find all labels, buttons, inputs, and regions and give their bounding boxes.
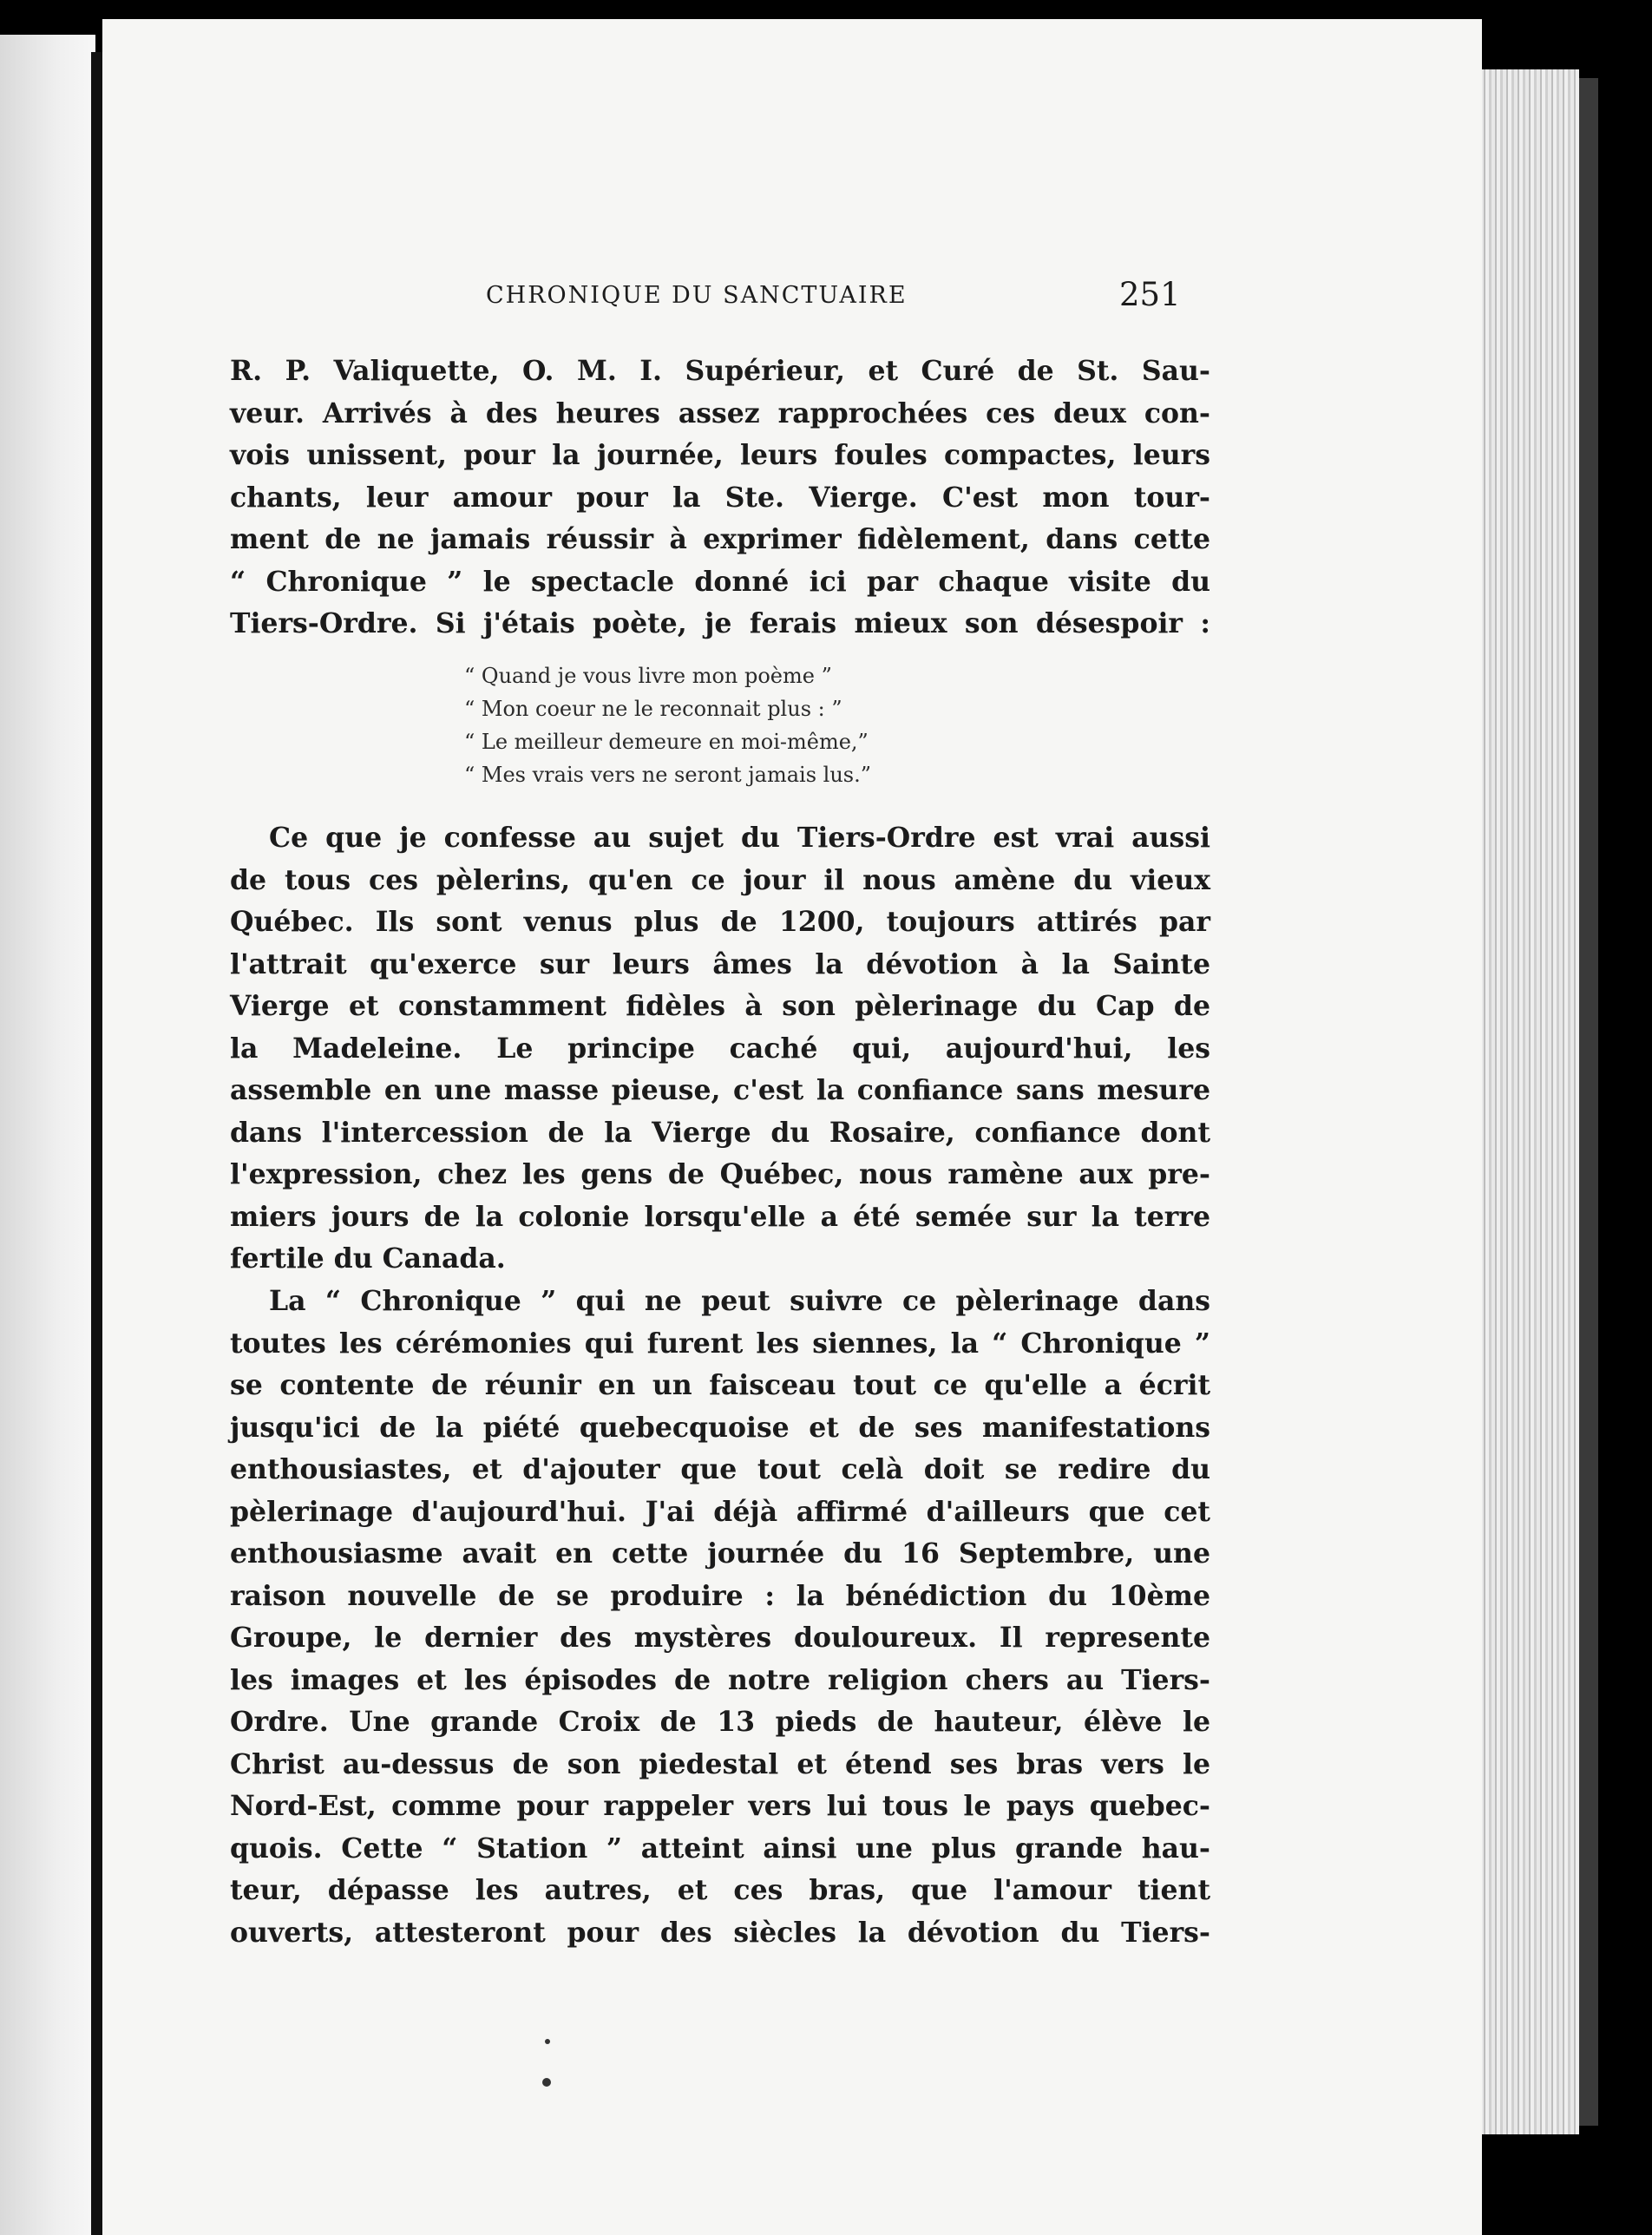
- text-line: enthousiastes, et d'ajouter que tout celà doit se redire du: [230, 1453, 1210, 1485]
- text-line: assemble en une masse pieuse, c'est la confiance sans mesure: [230, 1074, 1210, 1106]
- poem-line: “ Mes vrais vers ne seront jamais lus.”: [464, 763, 872, 787]
- poem-line: “ Le meilleur demeure en moi-même,”: [464, 730, 869, 754]
- text-line: l'expression, chez les gens de Québec, nous ramène aux pre-: [230, 1158, 1210, 1190]
- text-line: enthousiasme avait en cette journée du 16 Septembre, une: [230, 1537, 1210, 1570]
- text-line: Vierge et constamment fidèles à son pèlerinage du Cap de: [230, 990, 1210, 1022]
- page-number: 251: [1119, 276, 1181, 313]
- text-line: Ordre. Une grande Croix de 13 pieds de hauteur, élève le: [230, 1706, 1210, 1738]
- text-line: les images et les épisodes de notre religion chers au Tiers-: [230, 1663, 1210, 1696]
- text-line: chants, leur amour pour la Ste. Vierge. C'est mon tour-: [230, 481, 1210, 514]
- left-page-edge: [0, 35, 95, 2235]
- text-line: La “ Chronique ” qui ne peut suivre ce pèlerinage dans: [269, 1285, 1210, 1317]
- text-line: fertile du Canada.: [230, 1242, 506, 1275]
- text-line: de tous ces pèlerins, qu'en ce jour il nous amène du vieux: [230, 863, 1210, 896]
- text-line: veur. Arrivés à des heures assez rapprochées ces deux con-: [230, 397, 1210, 429]
- text-line: Ce que je confesse au sujet du Tiers-Ordre est vrai aussi: [269, 822, 1210, 854]
- text-line: R. P. Valiquette, O. M. I. Supérieur, et Curé de St. Sau-: [230, 355, 1210, 387]
- running-head: CHRONIQUE DU SANCTUAIRE: [486, 282, 908, 309]
- paragraph-3: [230, 1281, 1210, 1954]
- text-line: Nord-Est, comme pour rappeler vers lui tous le pays quebec-: [230, 1790, 1210, 1822]
- ink-speck: [545, 2039, 550, 2044]
- text-line: Christ au-dessus de son piedestal et étend ses bras vers le: [230, 1747, 1210, 1780]
- poem-line: “ Quand je vous livre mon poème ”: [464, 664, 832, 688]
- text-line: “ Chronique ” le spectacle donné ici par chaque visite du: [230, 565, 1210, 598]
- text-line: ouverts, attesteront pour des siècles la dévotion du Tiers-: [230, 1916, 1210, 1949]
- text-line: la Madeleine. Le principe caché qui, aujourd'hui, les: [230, 1032, 1210, 1065]
- text-line: dans l'intercession de la Vierge du Rosaire, confiance dont: [230, 1116, 1210, 1149]
- text-line: Tiers-Ordre. Si j'étais poète, je ferais mieux son désespoir :: [230, 607, 1210, 639]
- text-line: jusqu'ici de la piété quebecquoise et de ses manifestations: [230, 1411, 1210, 1444]
- text-line: toutes les cérémonies qui furent les siennes, la “ Chronique ”: [230, 1327, 1210, 1360]
- text-line: ment de ne jamais réussir à exprimer fidèlement, dans cette: [230, 523, 1210, 555]
- text-line: quois. Cette “ Station ” atteint ainsi une plus grande hau-: [230, 1832, 1210, 1865]
- ink-speck: [542, 2078, 551, 2087]
- poem-line: “ Mon coeur ne le reconnait plus : ”: [464, 697, 842, 721]
- fore-edge-shadow: [1579, 78, 1598, 2126]
- text-line: Groupe, le dernier des mystères douloureux. Il represente: [230, 1622, 1210, 1654]
- paragraph-1: [230, 351, 1210, 646]
- text-line: miers jours de la colonie lorsqu'elle a été semée sur la terre: [230, 1200, 1210, 1233]
- paragraph-2: [230, 817, 1210, 1281]
- page-fore-edge: [1466, 69, 1579, 2134]
- text-line: pèlerinage d'aujourd'hui. J'ai déjà affirmé d'ailleurs que cet: [230, 1495, 1210, 1528]
- text-line: vois unissent, pour la journée, leurs foules compactes, leurs: [230, 439, 1210, 471]
- text-line: Québec. Ils sont venus plus de 1200, toujours attirés par: [230, 906, 1210, 938]
- text-line: teur, dépasse les autres, et ces bras, que l'amour tient: [230, 1874, 1210, 1906]
- text-line: se contente de réunir en un faisceau tout ce qu'elle a écrit: [230, 1369, 1210, 1401]
- text-line: raison nouvelle de se produire : la bénédiction du 10ème: [230, 1579, 1210, 1612]
- poem-quote: [464, 659, 871, 791]
- text-line: l'attrait qu'exerce sur leurs âmes la dévotion à la Sainte: [230, 947, 1210, 980]
